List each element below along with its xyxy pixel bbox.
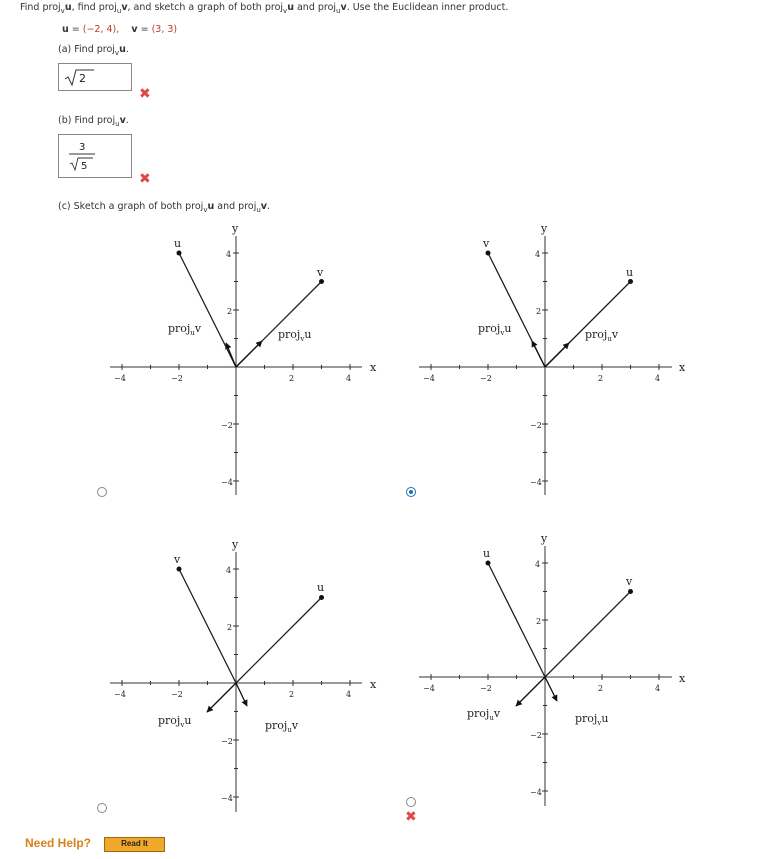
x-axis-label: x [679,361,686,374]
tick-label: 4 [346,690,352,699]
tick-label: −4 [114,374,126,383]
tick-label: −4 [530,478,542,487]
tick-label: −2 [171,690,183,699]
tick-label: 2 [227,623,233,632]
part-a-prompt: (a) Find proj$_v$u. [58,44,129,57]
graph-option-2 [419,222,686,495]
vector-v [545,592,631,678]
proj-label: proj$_u$v [265,719,299,734]
tick-label: 2 [289,374,295,383]
need-help-label: Need Help? [25,836,92,850]
proj-label: proj$_v$u [278,328,312,343]
given-vectors: u = (−2, 4), v = (3, 3) [62,24,178,35]
proj-arrow [226,343,236,367]
read-it-button[interactable]: Read It [104,837,165,852]
proj-arrow [545,343,569,367]
u-label: u [626,266,634,279]
tick-label: −2 [221,737,233,746]
proj-arrow [532,341,545,367]
proj-label: proj$_u$v [168,322,202,337]
wrong-mark-icon: ✖ [405,809,417,825]
tick-label: 4 [535,560,541,569]
tick-label: 2 [289,690,295,699]
choice-radio-1[interactable] [97,487,107,497]
tick-label: 4 [226,566,232,575]
u-label: u [317,581,325,594]
part-a-radicand: 2 [79,72,86,85]
tick-label: −2 [530,731,542,740]
proj-arrow [207,683,236,712]
part-b-radicand: 5 [81,161,88,172]
choice-radio-2[interactable] [406,487,416,497]
v-label: v [174,553,181,566]
tick-label: 4 [346,374,352,383]
tick-label: −4 [221,794,233,803]
proj-arrow [545,677,557,701]
tick-label: −4 [423,684,435,693]
tick-label: −2 [171,374,183,383]
choice-radio-3[interactable] [97,803,107,813]
tick-label: 2 [598,684,604,693]
tick-label: 4 [226,250,232,259]
u-label: u [483,547,491,560]
y-axis-label: y [541,532,548,545]
tick-label: 2 [227,307,233,316]
tick-label: −4 [530,788,542,797]
tick-label: −2 [221,421,233,430]
tick-label: −2 [480,374,492,383]
graph-option-1 [110,222,377,495]
proj-label: proj$_u$v [585,328,619,343]
x-axis-label: x [370,678,377,691]
tick-label: −4 [221,478,233,487]
y-axis-label: y [232,538,239,551]
part-b-prompt: (b) Find proj$_u$v. [58,115,129,128]
x-axis-label: x [370,361,377,374]
v-label: v [626,575,633,588]
proj-arrow [236,683,247,706]
tick-label: −2 [480,684,492,693]
y-axis-label: y [541,222,548,235]
v-label: v [483,237,490,250]
tick-label: −4 [423,374,435,383]
proj-label: proj$_v$u [158,714,192,729]
graph-option-3 [110,538,377,812]
part-c-prompt: (c) Sketch a graph of both proj$_v$u and proj$_u$v. [58,201,271,214]
proj-label: proj$_v$u [575,712,609,727]
part-b-numerator: 3 [79,142,86,153]
choice-radio-4[interactable] [406,797,416,807]
tick-label: 2 [536,307,542,316]
graph-option-4 [419,532,686,806]
u-label: u [174,237,182,250]
wrong-mark-icon: ✖ [139,171,151,187]
tick-label: 2 [536,617,542,626]
tick-label: 4 [655,374,661,383]
wrong-mark-icon: ✖ [139,86,151,102]
v-label: v [317,266,324,279]
tick-label: −4 [114,690,126,699]
x-axis-label: x [679,672,686,685]
proj-label: proj$_u$v [467,707,501,722]
tick-label: 4 [655,684,661,693]
y-axis-label: y [232,222,239,235]
vector-u [236,598,322,684]
proj-arrow [236,341,262,367]
tick-label: 2 [598,374,604,383]
tick-label: −2 [530,421,542,430]
question-text: Find proj$_v$u, find proj$_u$v, and sketch a graph of both proj$_v$u and proj$_u$v. Use the Euclidean inner product. [20,2,509,15]
tick-label: 4 [535,250,541,259]
proj-label: proj$_v$u [478,322,512,337]
proj-arrow [516,677,545,706]
